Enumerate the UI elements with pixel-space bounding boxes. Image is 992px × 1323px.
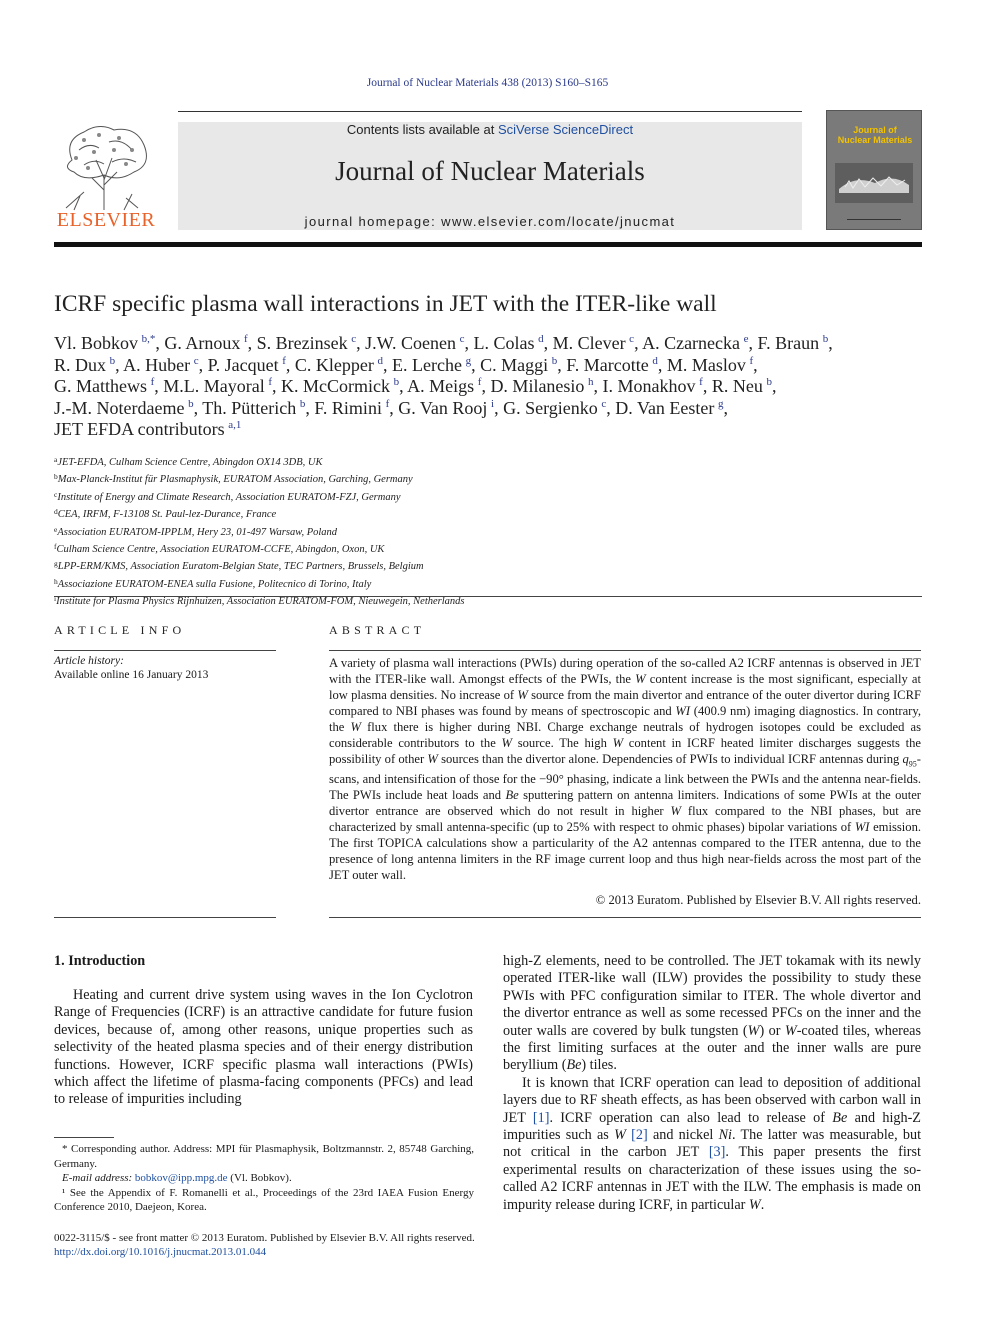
author-affiliation-mark[interactable]: b,* bbox=[141, 333, 156, 345]
author[interactable] bbox=[202, 398, 305, 418]
affiliation-label: h bbox=[54, 576, 58, 586]
author-affiliation-mark[interactable]: d bbox=[538, 333, 544, 345]
author-name: M.L. Mayoral bbox=[163, 376, 265, 396]
author-affiliation-mark[interactable]: c bbox=[351, 333, 357, 345]
intro-heading: 1. Introduction bbox=[54, 953, 146, 969]
author[interactable] bbox=[407, 376, 481, 396]
affiliation-item bbox=[54, 523, 934, 540]
journal-citation[interactable]: Journal of Nuclear Materials 438 (2013) S160–S165 bbox=[366, 77, 609, 89]
author-affiliation-mark[interactable]: e bbox=[743, 333, 749, 345]
author[interactable] bbox=[566, 355, 658, 375]
abstract-rule bbox=[329, 650, 921, 651]
journal-homepage[interactable]: journal homepage: www.elsevier.com/locate/jnucmat bbox=[304, 214, 676, 229]
author-name: A. Meigs bbox=[407, 376, 475, 396]
affiliation-text: Culham Science Centre, Association EURATOM-CCFE, Abingdon, Oxon, UK bbox=[56, 544, 385, 556]
author[interactable] bbox=[490, 376, 593, 396]
journal-cover[interactable] bbox=[826, 110, 922, 230]
article-info-bottom-rule bbox=[54, 917, 276, 918]
history-value: Available online 16 January 2013 bbox=[54, 669, 209, 681]
author-affiliation-mark[interactable]: h bbox=[588, 376, 594, 388]
issn-line: 0022-3115/$ - see front matter © 2013 Euratom. Published by Elsevier B.V. All rights reserved. bbox=[54, 1232, 475, 1244]
affiliation-list bbox=[54, 453, 934, 610]
intro-right-column bbox=[503, 953, 921, 1214]
author-affiliation-mark[interactable]: a,1 bbox=[228, 419, 242, 431]
reference-link[interactable]: [1] bbox=[532, 1109, 550, 1126]
affiliation-text: Institute for Plasma Physics Rijnhuizen, Association EURATOM-FOM, Nieuwegein, Netherlands bbox=[56, 596, 465, 608]
affiliation-text: Institute of Energy and Climate Research, Association EURATOM-FZJ, Germany bbox=[57, 491, 401, 503]
affiliation-label: f bbox=[54, 542, 57, 552]
journal-banner bbox=[178, 122, 802, 230]
contents-prefix: Contents lists available at bbox=[346, 122, 498, 137]
author-affiliation-mark[interactable]: b bbox=[551, 354, 558, 367]
article-history bbox=[54, 654, 276, 682]
author[interactable] bbox=[54, 419, 241, 439]
masthead-rule bbox=[54, 242, 922, 247]
contents-line bbox=[178, 122, 802, 137]
author[interactable] bbox=[54, 355, 115, 375]
author-affiliation-mark[interactable]: d bbox=[652, 354, 658, 367]
affiliation-label: b bbox=[54, 472, 58, 482]
author-name: JET EFDA contributors bbox=[54, 419, 225, 439]
intro-paragraph-1-cont: high-Z elements, need to be controlled. The JET tokamak with its newly operated ITER-like wall (ILW) provides the possibility to study these PWIs with PFC configuration similar to ITER. The whole divertor and the divertor entrance as well as some recessed PFCs on the inner and the outer walls are covered by bulk tungsten (W) or W-coated tiles, whereas the first limiting surfaces at the outer and the inner walls are pure beryllium (Be) tiles. bbox=[503, 953, 921, 1074]
author-name: P. Jacquet bbox=[207, 354, 279, 375]
author-name: C. Klepper bbox=[294, 354, 374, 375]
intro-paragraph-2: It is known that ICRF operation can lead to deposition of additional layers due to RF sheath effects, as has been observed with carbon wall in JET [1]. ICRF operation can also lead to release of Be and high-Z impurities such as W [2] and nickel Ni. The latter was measurable, but not critical in the carbon JET [3]. This paper presents the first experimental results on characterization of these issues using the so-called A2 ICRF antennas in JET with the ILW. The emphasis is made on impurity release during ICRF, in particular W. bbox=[503, 1074, 922, 1213]
author[interactable] bbox=[54, 398, 194, 418]
author-name: G. Matthews bbox=[54, 376, 147, 396]
affiliation-item bbox=[54, 540, 934, 557]
doi-link[interactable]: http://dx.doi.org/10.1016/j.jnucmat.2013.01.044 bbox=[54, 1246, 267, 1258]
reference-link[interactable]: [3] bbox=[708, 1144, 726, 1161]
author[interactable] bbox=[553, 333, 634, 353]
front-matter-info bbox=[54, 1231, 654, 1259]
author[interactable] bbox=[603, 376, 703, 396]
author-name: G. Arnoux bbox=[164, 333, 241, 353]
author-name: D. Milanesio bbox=[490, 376, 585, 396]
author[interactable] bbox=[314, 398, 389, 418]
author-affiliation-mark[interactable]: b bbox=[766, 376, 772, 388]
author-name: R. Dux bbox=[54, 354, 107, 375]
intro-left-column bbox=[54, 987, 473, 1109]
author[interactable] bbox=[54, 376, 154, 396]
affiliation-label: i bbox=[54, 594, 57, 604]
author-name: A. Huber bbox=[123, 354, 191, 375]
author-affiliation-mark[interactable]: b bbox=[109, 354, 116, 367]
author[interactable] bbox=[281, 376, 399, 396]
elsevier-wordmark: ELSEVIER bbox=[56, 209, 156, 231]
author[interactable] bbox=[615, 398, 723, 418]
author-name: Th. Pütterich bbox=[202, 397, 297, 418]
affiliation-label: d bbox=[54, 507, 58, 517]
author[interactable] bbox=[480, 355, 557, 375]
abstract-bottom-rule bbox=[329, 917, 921, 918]
author[interactable] bbox=[667, 355, 753, 375]
footnote-corresponding: * Corresponding author. Address: MPI für Plasmaphysik, Boltzmannstr. 2, 85748 Garching, Germany. bbox=[54, 1143, 474, 1170]
author-name: S. Brezinsek bbox=[256, 333, 348, 353]
author-affiliation-mark[interactable]: f bbox=[282, 354, 286, 367]
author-name: M. Clever bbox=[552, 333, 626, 353]
affiliation-label: g bbox=[54, 559, 58, 569]
author-name: G. Sergienko bbox=[503, 397, 598, 418]
affiliation-text: Associazione EURATOM-ENEA sulla Fusione, Politecnico di Torino, Italy bbox=[57, 578, 372, 590]
cover-title: Journal of Nuclear Materials bbox=[837, 125, 913, 145]
author-affiliation-mark[interactable]: b bbox=[299, 397, 306, 410]
author-affiliation-mark[interactable]: b bbox=[188, 397, 194, 410]
affiliation-item bbox=[54, 557, 934, 574]
affiliation-text: LPP-ERM/KMS, Association Euratom-Belgian State, TEC Partners, Brussels, Belgium bbox=[57, 561, 424, 573]
author-name: I. Monakhov bbox=[602, 376, 696, 396]
affiliation-item bbox=[54, 453, 934, 470]
affiliation-label: c bbox=[54, 489, 58, 499]
author-name: C. Maggi bbox=[480, 354, 549, 375]
author-name: F. Marcotte bbox=[566, 354, 649, 375]
author[interactable] bbox=[164, 333, 247, 353]
reference-link[interactable]: [2] bbox=[631, 1127, 648, 1144]
author[interactable] bbox=[163, 376, 272, 396]
author-name: Vl. Bobkov bbox=[54, 333, 139, 353]
author-name: M. Maslov bbox=[666, 354, 746, 375]
affiliation-label: e bbox=[54, 524, 58, 534]
author[interactable] bbox=[257, 333, 356, 353]
author-name: L. Colas bbox=[473, 333, 535, 353]
author-name: J.W. Coenen bbox=[365, 333, 456, 353]
author-affiliation-mark[interactable]: b bbox=[393, 376, 400, 388]
author-affiliation-mark[interactable]: c bbox=[459, 333, 465, 345]
email-link[interactable]: bobkov@ipp.mpg.de bbox=[134, 1172, 228, 1185]
history-label: Article history: bbox=[54, 655, 124, 667]
affiliation-text: Association EURATOM-IPPLM, Hery 23, 01-497 Warsaw, Poland bbox=[57, 526, 338, 538]
abstract-copyright: © 2013 Euratom. Published by Elsevier B.V. All rights reserved. bbox=[595, 893, 921, 907]
author-name: R. Neu bbox=[711, 376, 763, 396]
author[interactable] bbox=[365, 333, 464, 353]
author-name: D. Van Eester bbox=[615, 397, 715, 418]
author[interactable] bbox=[398, 398, 494, 418]
author-name: A. Czarnecka bbox=[642, 333, 741, 353]
author[interactable] bbox=[712, 376, 772, 396]
author[interactable] bbox=[758, 333, 829, 353]
affiliation-label: a bbox=[54, 455, 58, 464]
article-info-rule bbox=[54, 650, 276, 651]
affiliation-text: Max-Planck-Institut für Plasmaphysik, EURATOM Association, Garching, Germany bbox=[57, 474, 413, 486]
author[interactable] bbox=[123, 355, 198, 375]
intro-paragraph-1: Heating and current drive system using waves in the Ion Cyclotron Range of Frequencies (ICRF) is an attractive candidate for future fusion devices, because of, among other reasons, unique properties such as selectivity of the heated plasma species and of their energy distribution functions. However, ICRF specific plasma wall interactions (PWIs) which affect the lifetime of plasma-facing components (PFCs) and lead to release of impurities including bbox=[54, 987, 473, 1108]
author[interactable] bbox=[54, 333, 155, 353]
author-affiliation-mark[interactable]: g bbox=[718, 397, 724, 410]
author[interactable] bbox=[642, 333, 748, 353]
affiliation-item bbox=[54, 575, 934, 592]
author[interactable] bbox=[503, 398, 606, 418]
author-affiliation-mark[interactable]: i bbox=[491, 397, 495, 410]
footnotes bbox=[54, 1142, 474, 1215]
author-affiliation-mark[interactable]: f bbox=[268, 376, 273, 388]
author[interactable] bbox=[208, 355, 286, 375]
author-name: J.-M. Noterdaeme bbox=[54, 397, 185, 418]
author-affiliation-mark[interactable]: b bbox=[822, 333, 829, 345]
cover-rule bbox=[847, 219, 901, 220]
author-affiliation-mark[interactable]: f bbox=[699, 376, 703, 388]
author-name: K. McCormick bbox=[281, 376, 391, 396]
author-name: G. Van Rooj bbox=[398, 397, 488, 418]
author-affiliation-mark[interactable]: c bbox=[193, 354, 199, 367]
abstract-text: A variety of plasma wall interactions (PWIs) during operation of the so-called A2 ICRF antennas is observed in JET with the ITER-like wall. Amongst effects of the PWIs, the W content increase is the most significant, especially at low plasma densities. No increase of W source from the main divertor and entrance of the outer divertor during ICRF compared to NBI phases was found by means of spectroscopic and WI (400.9 nm) imaging diagnostics. In contrary, the W flux there is higher during NBI. Charge exchange neutrals of hydrogen isotopes could be excluded as considerable contributors to the W source. The high W content in ICRF heated limiter discharges suggests the possibility of other W sources than the divertor alone. Dependencies of PWIs to individual ICRF antennas during $q_{95}$-scans, and intensification of those for the −90° phasing, indicate a link between the PWIs and the antenna near-fields. The PWIs include heat loads and Be sputtering pattern on antenna limiters. Indications of some PWIs at the outer divertor entrance are observed which do not result in higher W flux compared to the NBI phases, but are characterized by small antenna-specific (up to 25% with respect to ohmic phases) bipolar variations of WI emission. The first TOPICA calculations show a particularity of the A2 antennas compared to the ITER antenna, due to the presence of long antenna limiters in the RF image current loop and thus high near-fields across the most part of the JET outer wall. bbox=[329, 656, 922, 882]
footnote-email: E-mail address: bobkov@ipp.mpg.de (Vl. Bobkov). bbox=[62, 1172, 292, 1185]
author-name: F. Rimini bbox=[314, 397, 382, 418]
author-name: F. Braun bbox=[757, 333, 820, 353]
author[interactable] bbox=[473, 333, 543, 353]
author-affiliation-mark[interactable]: f bbox=[150, 376, 155, 388]
author-list: Vl. Bobkov $^{b,*}$, G. Arnoux $^f$, S. Brezinsek $^c$, J.W. Coenen $^c$, L. Colas $^d$, M. Clever $^c$, A. Czarnecka $^e$, F. Braun $^b$, R. Dux $^b$, A. Huber $^c$, P. Jacquet $^f$, C. Klepper $^d$, E. Lerche $^g$, C. Maggi $^b$, F. Marcotte $^d$, M. Maslov $^f$, G. Matthews $^f$, M.L. Mayoral $^f$, K. McCormick $^b$, A. Meigs $^f$, D. Milanesio $^h$, I. Monakhov $^f$, R. Neu $^b$, J.-M. Noterdaeme $^b$, Th. Pütterich $^b$, F. Rimini $^f$, G. Van Rooj $^i$, G. Sergienko $^c$, D. Van Eester $^g$, JET EFDA contributors $^{a,1}$ bbox=[54, 333, 833, 439]
sciencedirect-link[interactable]: SciVerse ScienceDirect bbox=[497, 122, 634, 137]
header-rule bbox=[178, 111, 802, 112]
affiliation-text: CEA, IRFM, F-13108 St. Paul-lez-Durance, France bbox=[57, 509, 277, 521]
affiliation-item bbox=[54, 470, 934, 487]
author-affiliation-mark[interactable]: f bbox=[749, 354, 754, 367]
cover-image-icon bbox=[835, 163, 913, 203]
author-name: E. Lerche bbox=[392, 354, 462, 375]
elsevier-tree-icon bbox=[54, 120, 158, 212]
author[interactable] bbox=[392, 355, 471, 375]
author-affiliation-mark[interactable]: f bbox=[385, 397, 390, 410]
journal-title: Journal of Nuclear Materials bbox=[335, 156, 645, 186]
author-affiliation-mark[interactable]: c bbox=[601, 397, 607, 410]
author-affiliation-mark[interactable]: d bbox=[377, 354, 383, 367]
author-affiliation-mark[interactable]: f bbox=[243, 333, 248, 345]
affiliation-item bbox=[54, 488, 934, 505]
article-info-heading: ARTICLE INFO bbox=[54, 623, 186, 637]
affiliation-text: JET-EFDA, Culham Science Centre, Abingdon OX14 3DB, UK bbox=[57, 457, 323, 468]
author-affiliation-mark[interactable]: f bbox=[477, 376, 482, 388]
affiliation-rule bbox=[54, 596, 922, 597]
author-affiliation-mark[interactable]: g bbox=[465, 354, 472, 367]
author[interactable] bbox=[295, 355, 383, 375]
footnote-rule bbox=[54, 1137, 114, 1138]
abstract-heading: ABSTRACT bbox=[329, 623, 426, 637]
footnote-one: ¹ See the Appendix of F. Romanelli et al., Proceedings of the 23rd IAEA Fusion Energy Conference 2010, Daejeon, Korea. bbox=[54, 1186, 474, 1214]
article-title: ICRF specific plasma wall interactions in JET with the ITER-like wall bbox=[54, 291, 717, 317]
affiliation-item bbox=[54, 592, 934, 609]
affiliation-item bbox=[54, 505, 934, 522]
author-affiliation-mark[interactable]: c bbox=[629, 333, 635, 345]
